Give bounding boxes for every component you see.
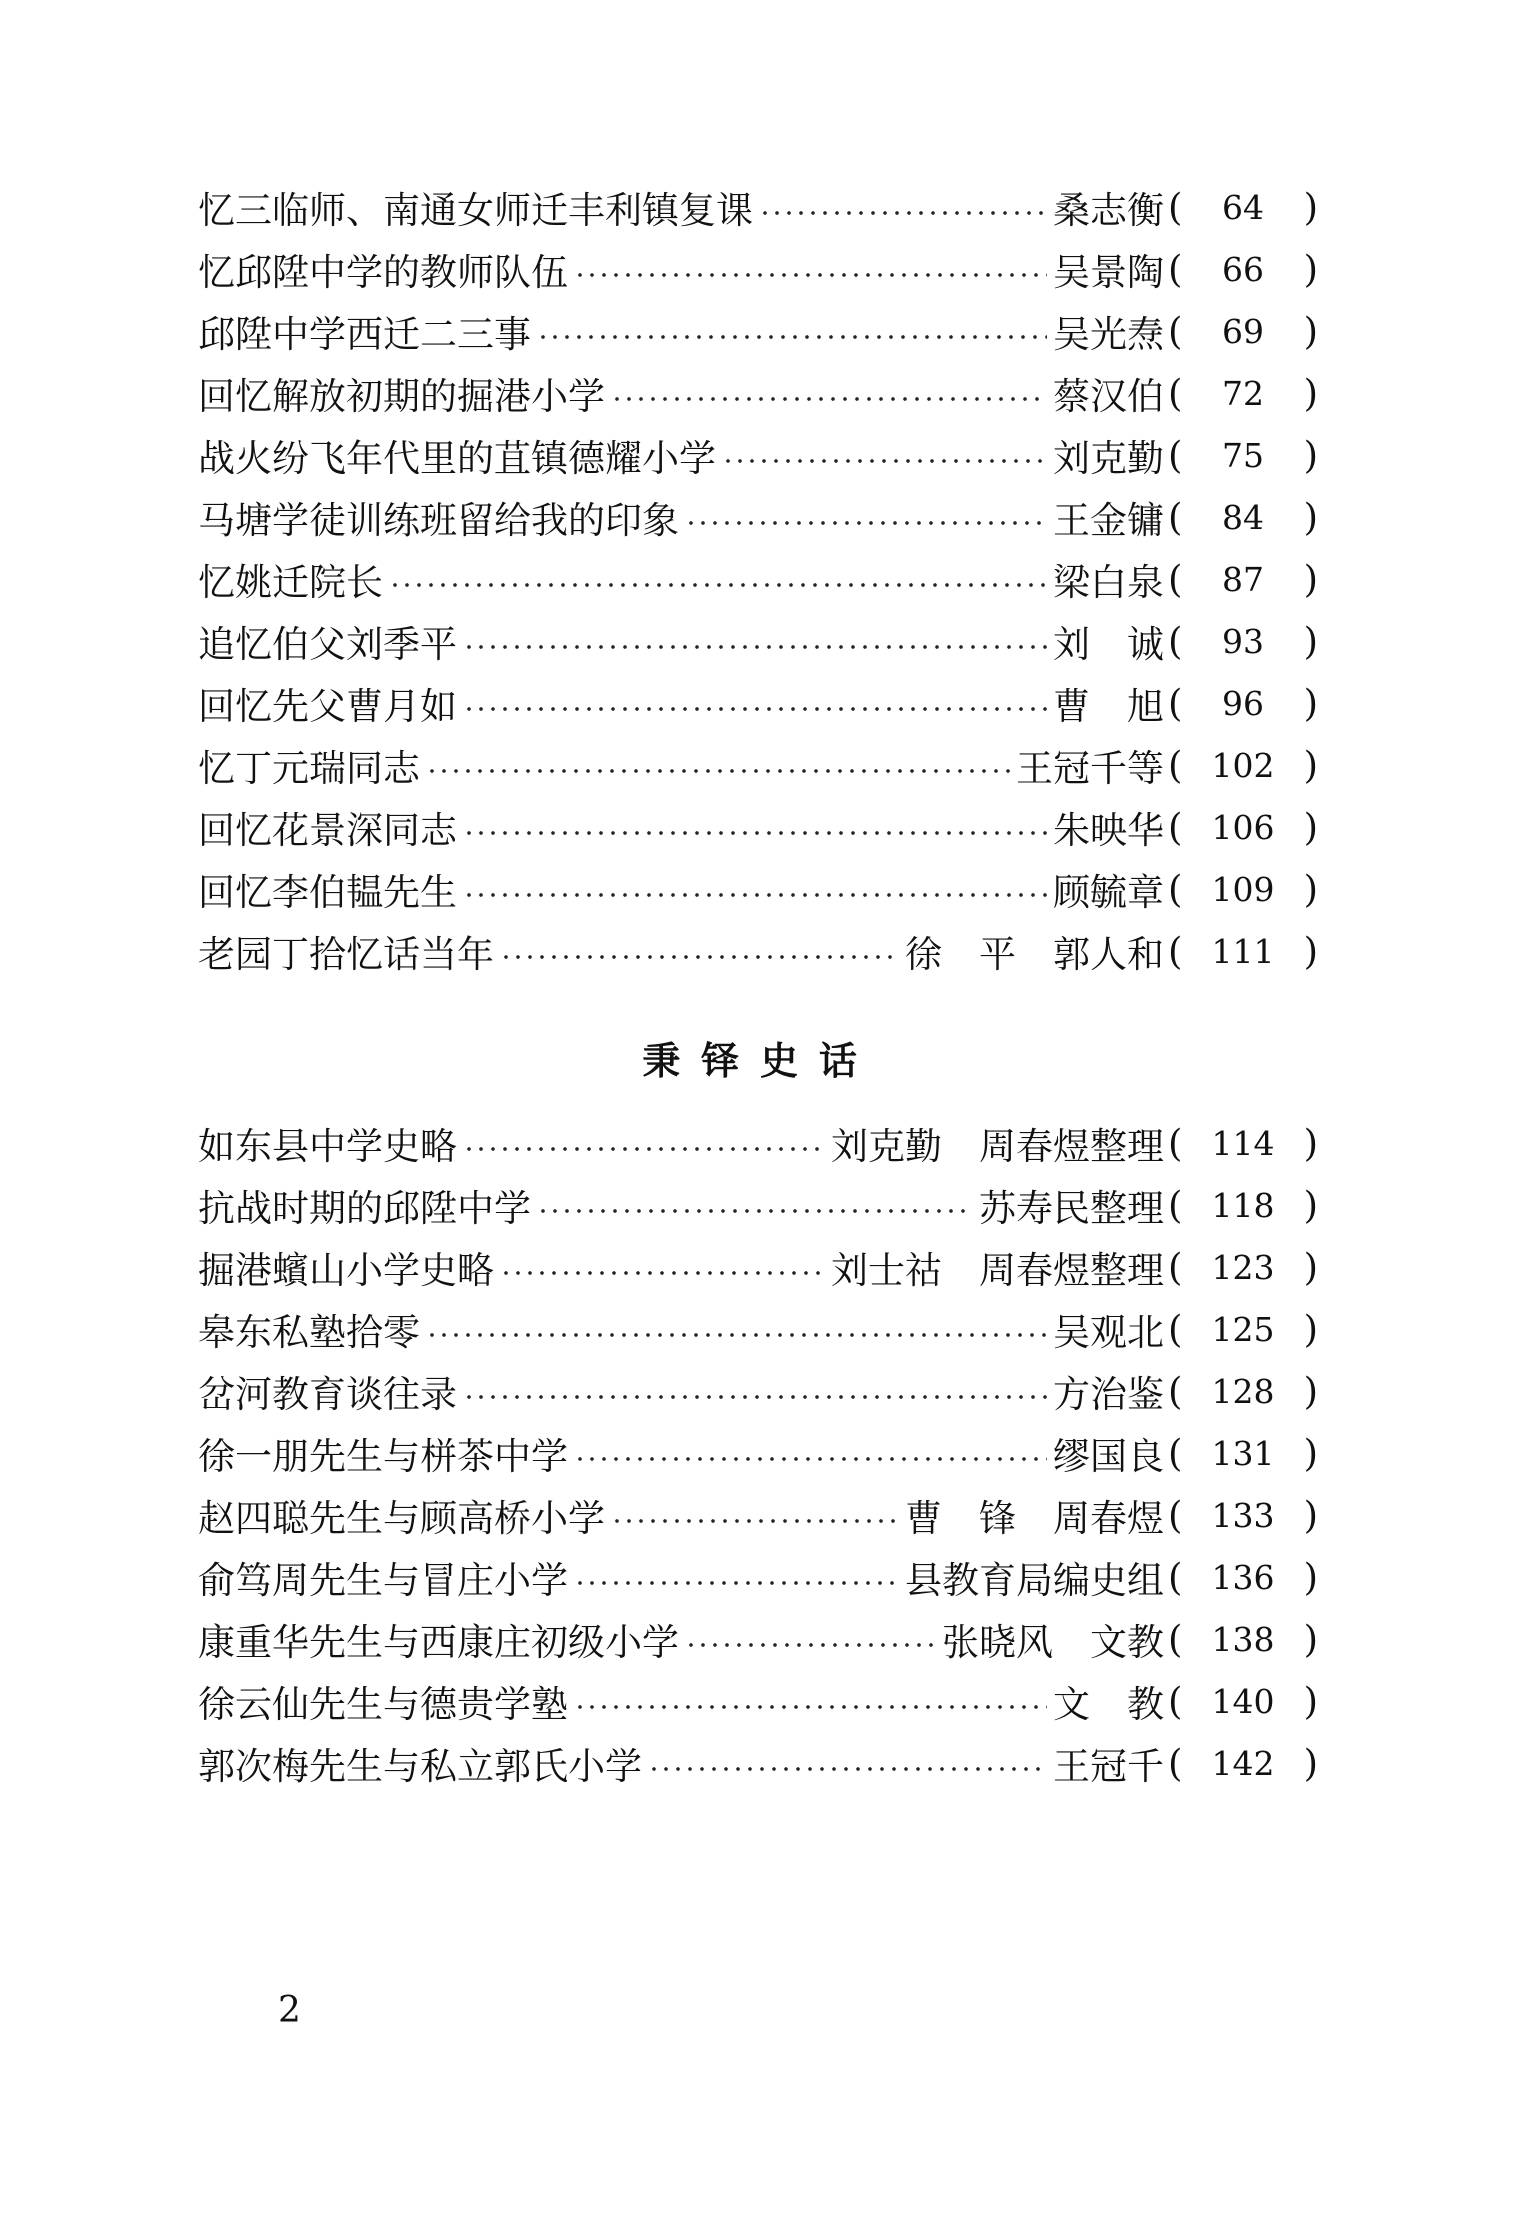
toc-entry-page-number: 131	[1211, 1433, 1275, 1473]
dot-leader	[759, 211, 1047, 215]
toc-entry-title: 俞笃周先生与冒庄小学	[198, 1559, 568, 1602]
toc-entry-author: 顾毓章	[1053, 871, 1164, 914]
toc-entry	[198, 1236, 1318, 1298]
toc-entry-page-number: 123	[1211, 1247, 1275, 1287]
dot-leader	[463, 707, 1047, 711]
toc-entry-page: ( 87 )	[1168, 557, 1318, 601]
toc-entry-page: ( 72 )	[1168, 371, 1318, 415]
toc-entry-author: 刘士祜 周春煜整理	[831, 1249, 1164, 1292]
toc-entry-page: ( 136 )	[1168, 1555, 1318, 1599]
toc-entry	[198, 1546, 1318, 1608]
toc-entry-page-number: 109	[1211, 869, 1275, 909]
section-heading: 秉铎史话	[642, 1039, 878, 1083]
toc-entry-page: ( 102 )	[1168, 743, 1318, 787]
toc-entry-title: 马塘学徒训练班留给我的印象	[198, 499, 679, 542]
toc-entry	[198, 1360, 1318, 1422]
toc-entry	[198, 734, 1318, 796]
toc-entry	[198, 1112, 1318, 1174]
toc-entry-page: ( 133 )	[1168, 1493, 1318, 1537]
toc-entry-page: ( 114 )	[1168, 1121, 1318, 1165]
toc-entry-page: ( 96 )	[1168, 681, 1318, 725]
toc-entry-author: 刘克勤	[1053, 437, 1164, 480]
toc-entry-page: ( 69 )	[1168, 309, 1318, 353]
dot-leader	[500, 955, 899, 959]
toc-entry-page: ( 128 )	[1168, 1369, 1318, 1413]
dot-leader	[463, 645, 1047, 649]
dot-leader	[463, 1147, 825, 1151]
toc-entry-page-number: 125	[1211, 1309, 1275, 1349]
toc-entry-page: ( 123 )	[1168, 1245, 1318, 1289]
dot-leader	[574, 273, 1047, 277]
toc-entry-author: 王冠千等	[1016, 747, 1164, 790]
dot-leader	[500, 1271, 825, 1275]
toc-entry-page: ( 142 )	[1168, 1741, 1318, 1785]
toc-entry-title: 战火纷飞年代里的苴镇德耀小学	[198, 437, 716, 480]
dot-leader	[463, 1395, 1047, 1399]
toc-entry-title: 回忆先父曹月如	[198, 685, 457, 728]
toc-entry-title: 徐一朋先生与栟茶中学	[198, 1435, 568, 1478]
toc-entry-page-number: 66	[1222, 249, 1264, 289]
toc-entry-author: 桑志衡	[1053, 189, 1164, 232]
dot-leader	[463, 893, 1047, 897]
dot-leader	[574, 1581, 899, 1585]
toc-entry-page-number: 75	[1222, 435, 1264, 475]
dot-leader	[574, 1457, 1047, 1461]
toc-entry-title: 如东县中学史略	[198, 1125, 457, 1168]
toc-entry-page-number: 84	[1222, 497, 1264, 537]
toc-entry-page-number: 93	[1222, 621, 1264, 661]
toc-entry-author: 吴光焘	[1053, 313, 1164, 356]
toc-entry	[198, 672, 1318, 734]
toc-entry-page: ( 109 )	[1168, 867, 1318, 911]
dot-leader	[389, 583, 1047, 587]
toc-entry-page-number: 106	[1211, 807, 1275, 847]
dot-leader	[685, 1643, 936, 1647]
toc-entry-author: 吴观北	[1053, 1311, 1164, 1354]
toc-entry-author: 张晓风 文教	[942, 1621, 1164, 1664]
toc-entry-page-number: 140	[1211, 1681, 1275, 1721]
toc-entry	[198, 1298, 1318, 1360]
toc-entry-author: 缪国良	[1053, 1435, 1164, 1478]
dot-leader	[463, 831, 1047, 835]
toc-entry	[198, 362, 1318, 424]
toc-entry-title: 忆丁元瑞同志	[198, 747, 420, 790]
toc-entry-page: ( 125 )	[1168, 1307, 1318, 1351]
dot-leader	[537, 1209, 973, 1213]
toc-entry-title: 老园丁拾忆话当年	[198, 933, 494, 976]
toc-entry-page: ( 131 )	[1168, 1431, 1318, 1475]
toc-entry-author: 王冠千	[1053, 1745, 1164, 1788]
toc-entry-page-number: 72	[1222, 373, 1264, 413]
toc-entry-page: ( 106 )	[1168, 805, 1318, 849]
toc-entry-page-number: 64	[1222, 187, 1264, 227]
dot-leader	[722, 459, 1047, 463]
dot-leader	[611, 397, 1047, 401]
toc-entry-page-number: 138	[1211, 1619, 1275, 1659]
toc-entry-author: 方治鉴	[1053, 1373, 1164, 1416]
toc-entry-page: ( 93 )	[1168, 619, 1318, 663]
toc-entry-page-number: 114	[1211, 1123, 1275, 1163]
toc-entry-author: 吴景陶	[1053, 251, 1164, 294]
toc-entry-title: 忆邱陞中学的教师队伍	[198, 251, 568, 294]
toc-entry-page: ( 118 )	[1168, 1183, 1318, 1227]
toc-entry-title: 抗战时期的邱陞中学	[198, 1187, 531, 1230]
toc-entry-author: 梁白泉	[1053, 561, 1164, 604]
toc-entry-title: 追忆伯父刘季平	[198, 623, 457, 666]
toc-entry-title: 回忆花景深同志	[198, 809, 457, 852]
toc-entry	[198, 486, 1318, 548]
toc-entry-title: 回忆李伯韫先生	[198, 871, 457, 914]
toc-entry-author: 曹 锋 周春煜	[905, 1497, 1164, 1540]
toc-entry-author: 蔡汉伯	[1053, 375, 1164, 418]
dot-leader	[648, 1767, 1047, 1771]
toc-entry-page-number: 118	[1211, 1185, 1275, 1225]
toc-entry-title: 康重华先生与西康庄初级小学	[198, 1621, 679, 1664]
toc-entry-title: 邱陞中学西迁二三事	[198, 313, 531, 356]
dot-leader	[611, 1519, 899, 1523]
toc-entry-page: ( 75 )	[1168, 433, 1318, 477]
toc-entry	[198, 548, 1318, 610]
toc-entry-page-number: 87	[1222, 559, 1264, 599]
toc-entry-title: 郭次梅先生与私立郭氏小学	[198, 1745, 642, 1788]
toc-entry	[198, 238, 1318, 300]
toc-entry-page-number: 96	[1222, 683, 1264, 723]
dot-leader	[685, 521, 1047, 525]
toc-entry-page: ( 140 )	[1168, 1679, 1318, 1723]
toc-entry	[198, 300, 1318, 362]
dot-leader	[574, 1705, 1047, 1709]
toc-entry-author: 苏寿民整理	[979, 1187, 1164, 1230]
toc-entry	[198, 920, 1318, 982]
toc-entry-page: ( 64 )	[1168, 185, 1318, 229]
toc-entry-title: 岔河教育谈往录	[198, 1373, 457, 1416]
toc-entry	[198, 424, 1318, 486]
toc-entry-title: 徐云仙先生与德贵学塾	[198, 1683, 568, 1726]
dot-leader	[426, 1333, 1047, 1337]
toc-entry-page-number: 102	[1211, 745, 1275, 785]
toc-list-recollections	[198, 176, 1318, 982]
toc-entry-title: 赵四聪先生与顾高桥小学	[198, 1497, 605, 1540]
toc-entry-page-number: 136	[1211, 1557, 1275, 1597]
toc-entry-author: 曹 旭	[1053, 685, 1164, 728]
toc-entry-page-number: 128	[1211, 1371, 1275, 1411]
toc-entry	[198, 1732, 1318, 1794]
toc-entry-author: 朱映华	[1053, 809, 1164, 852]
page-number: 2	[278, 1990, 301, 2031]
toc-list-history	[198, 1112, 1318, 1794]
toc-entry	[198, 796, 1318, 858]
toc-entry-author: 王金镛	[1053, 499, 1164, 542]
toc-entry-title: 忆三临师、南通女师迁丰利镇复课	[198, 189, 753, 232]
toc-entry-page-number: 142	[1211, 1743, 1275, 1783]
toc-entry-author: 徐 平 郭人和	[905, 933, 1164, 976]
toc-entry-page-number: 111	[1211, 931, 1275, 971]
toc-entry-title: 掘港蠙山小学史略	[198, 1249, 494, 1292]
toc-entry-title: 皋东私塾拾零	[198, 1311, 420, 1354]
toc-entry-page-number: 133	[1211, 1495, 1275, 1535]
toc-entry	[198, 1174, 1318, 1236]
toc-entry	[198, 1422, 1318, 1484]
toc-entry	[198, 858, 1318, 920]
toc-entry	[198, 1608, 1318, 1670]
toc-entry-author: 县教育局编史组	[905, 1559, 1164, 1602]
toc-entry-author: 刘克勤 周春煜整理	[831, 1125, 1164, 1168]
dot-leader	[537, 335, 1047, 339]
dot-leader	[426, 769, 1010, 773]
toc-entry-page: ( 84 )	[1168, 495, 1318, 539]
toc-entry	[198, 1484, 1318, 1546]
toc-entry-title: 回忆解放初期的掘港小学	[198, 375, 605, 418]
toc-entry	[198, 610, 1318, 672]
toc-entry	[198, 176, 1318, 238]
toc-entry-author: 刘 诚	[1053, 623, 1164, 666]
toc-entry-page: ( 66 )	[1168, 247, 1318, 291]
toc-entry	[198, 1670, 1318, 1732]
toc-entry-author: 文 教	[1053, 1683, 1164, 1726]
toc-entry-title: 忆姚迁院长	[198, 561, 383, 604]
toc-entry-page-number: 69	[1222, 311, 1264, 351]
toc-entry-page: ( 111 )	[1168, 929, 1318, 973]
toc-entry-page: ( 138 )	[1168, 1617, 1318, 1661]
